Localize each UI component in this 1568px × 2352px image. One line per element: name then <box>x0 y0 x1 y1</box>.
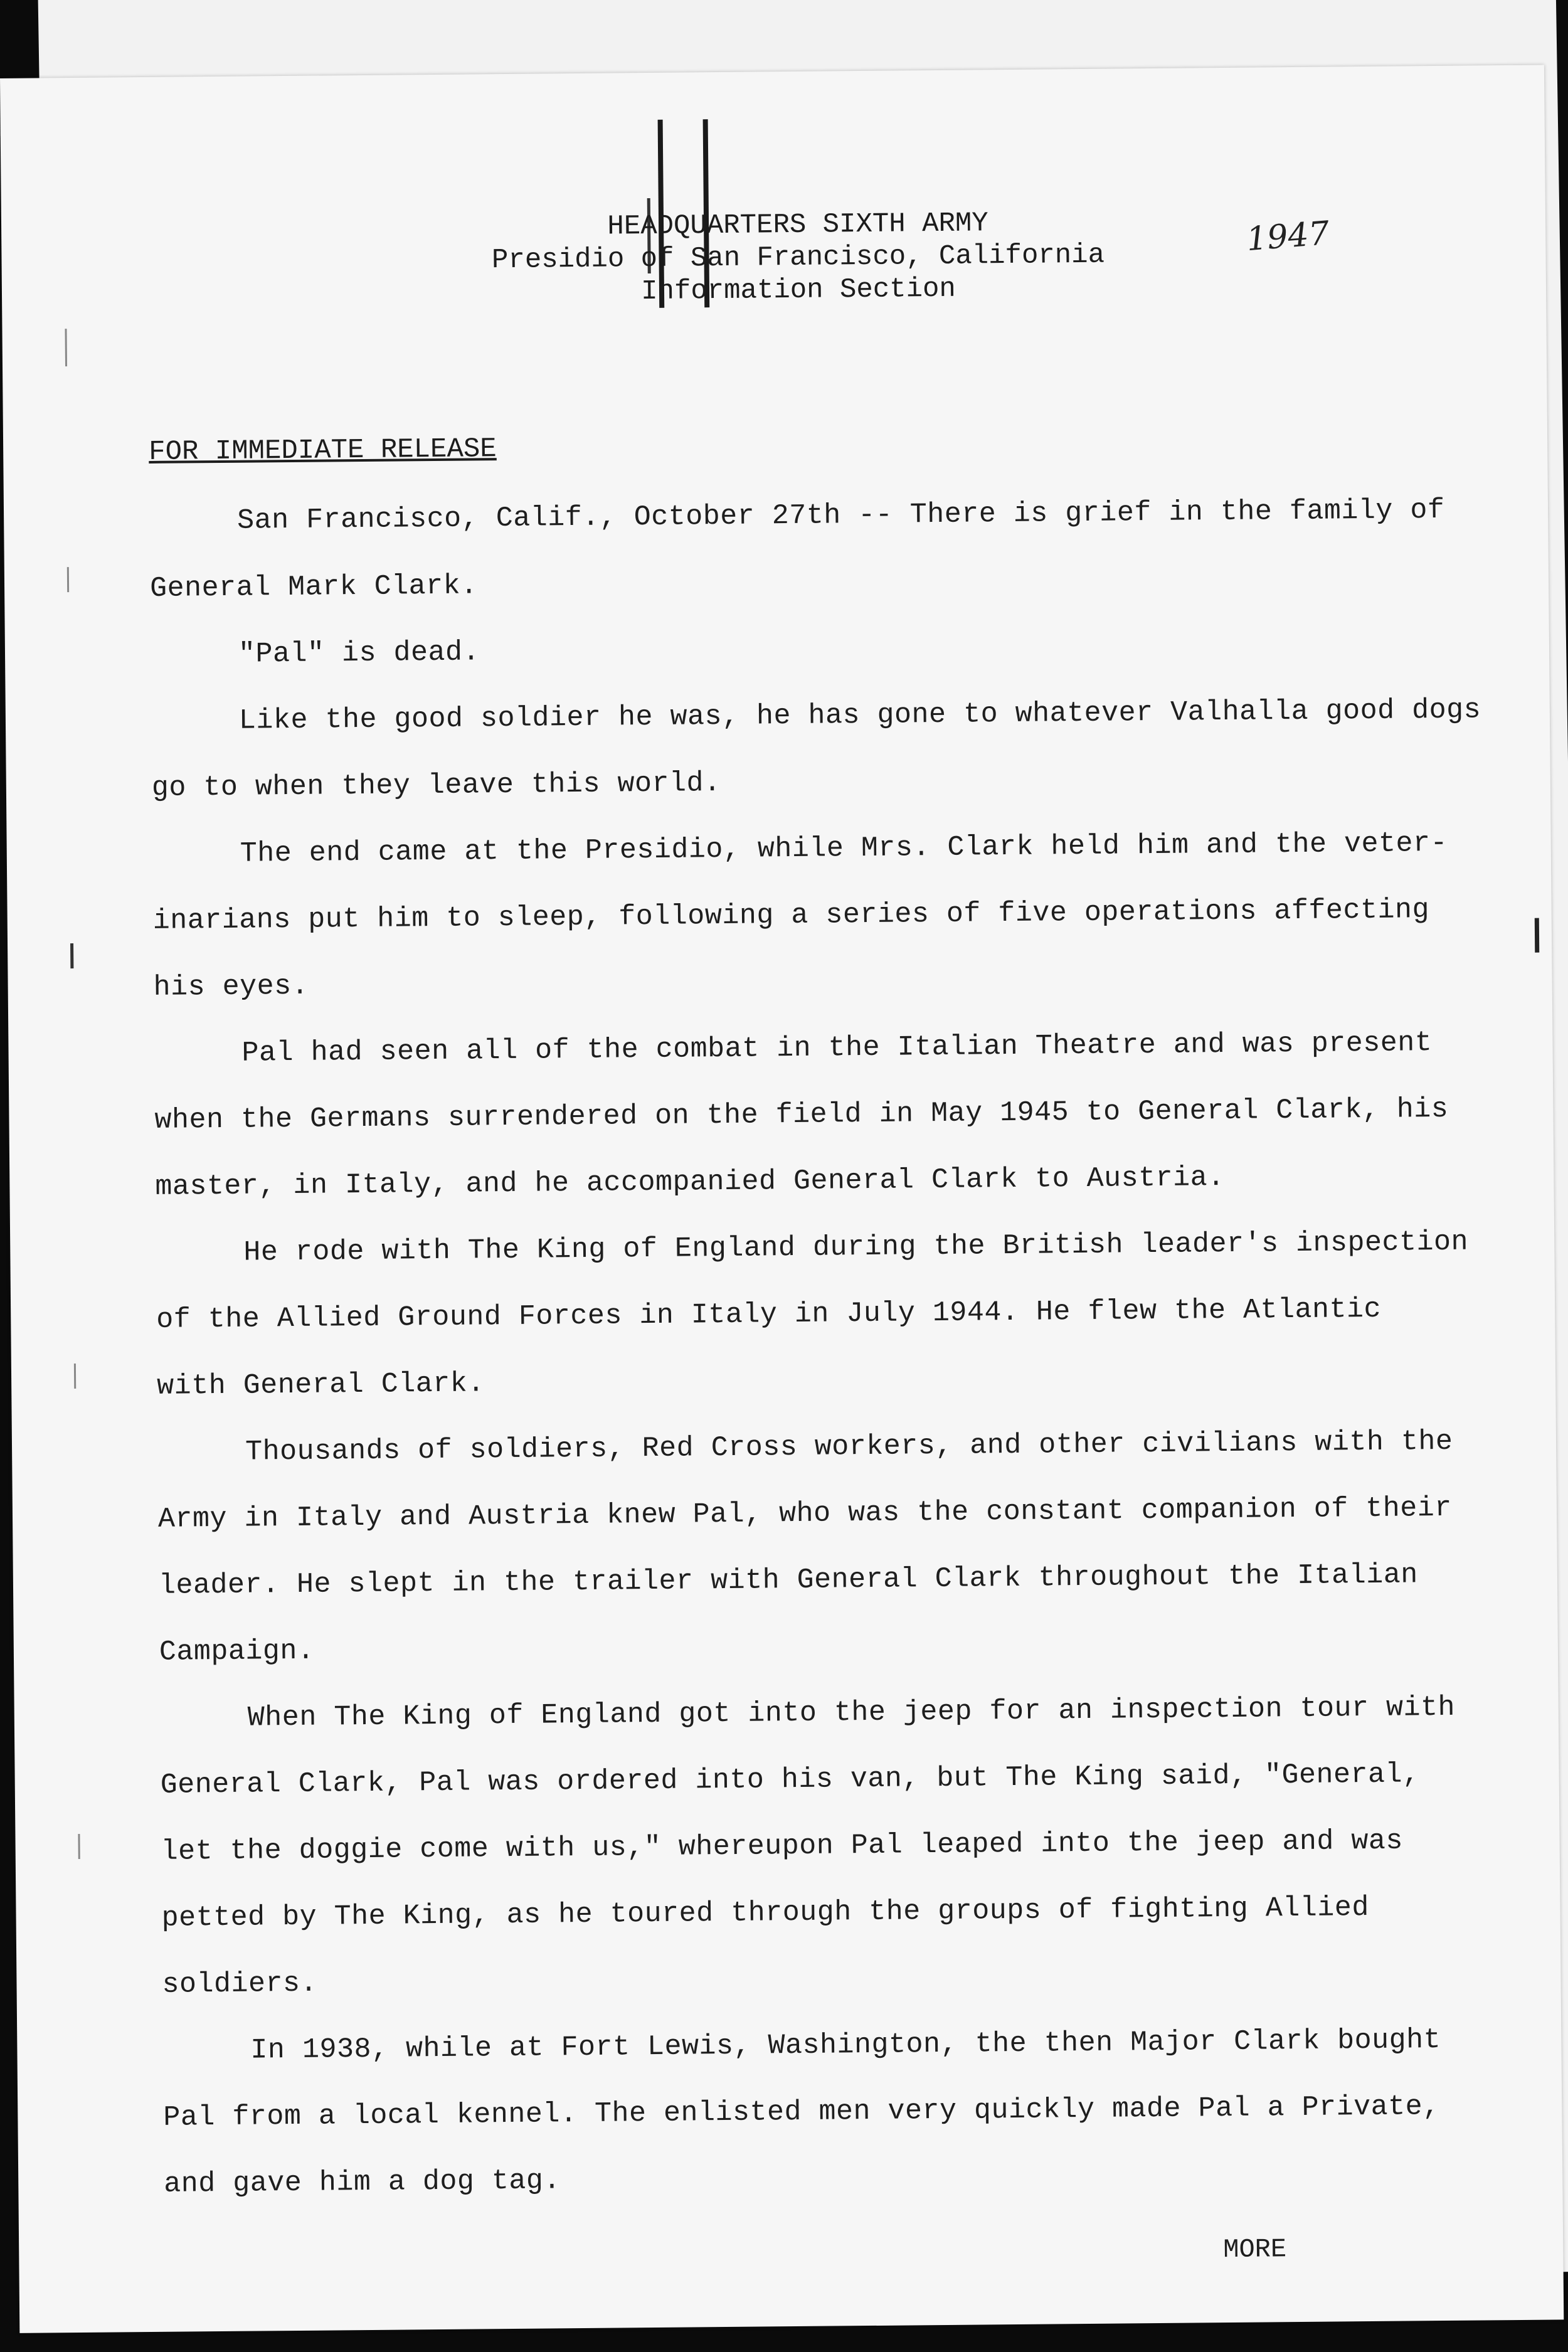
body-line: He rode with The King of England during the British leader's inspection <box>243 1226 1469 1269</box>
body-line: Pal had seen all of the combat in the Italian Theatre and was present <box>241 1027 1433 1069</box>
body-line: leader. He slept in the trailer with General Clark throughout the Italian <box>158 1559 1418 1602</box>
body-line: inarians put him to sleep, following a series of five operations affecting <box>152 894 1430 937</box>
margin-mark <box>74 1364 76 1389</box>
body-line: of the Allied Ground Forces in Italy in July 1944. He flew the Atlantic <box>156 1293 1382 1336</box>
margin-mark <box>78 1834 80 1859</box>
body-line: When The King of England got into the jeep for an inspection tour with <box>247 1691 1456 1734</box>
body-line: Thousands of soldiers, Red Cross workers, and other civilians with the <box>245 1425 1453 1468</box>
body-line: General Clark, Pal was ordered into his van, but The King said, "General, <box>160 1758 1420 1801</box>
margin-mark <box>67 567 69 592</box>
body-line: go to when they leave this world. <box>151 767 721 804</box>
header-location: Presidio of San Francisco, California <box>491 239 1105 277</box>
body-line: Pal from a local kennel. The enlisted men very quickly made Pal a Private, <box>163 2090 1440 2134</box>
body-line: and gave him a dog tag. <box>164 2164 561 2200</box>
release-label: FOR IMMEDIATE RELEASE <box>148 433 497 468</box>
body-line: with General Clark. <box>156 1367 485 1402</box>
header-organization: HEADQUARTERS SIXTH ARMY <box>607 208 988 243</box>
body-line: The end came at the Presidio, while Mrs. Clark held him and the veter- <box>240 827 1448 870</box>
body-line: master, in Italy, and he accompanied General Clark to Austria. <box>155 1162 1225 1203</box>
press-release-page <box>0 65 1564 2333</box>
body-line: "Pal" is dead. <box>238 636 480 670</box>
header-section: Information Section <box>640 273 956 308</box>
body-line: General Mark Clark. <box>149 569 478 605</box>
body-line: petted by The King, as he toured through the groups of fighting Allied <box>161 1892 1370 1934</box>
body-line: his eyes. <box>153 970 309 1004</box>
body-line: San Francisco, Calif., October 27th -- There is grief in the family of <box>236 494 1445 537</box>
body-line: soldiers. <box>162 1967 318 2001</box>
margin-mark <box>65 329 67 366</box>
body-line: let the doggie come with us," whereupon Pal leaped into the jeep and was <box>161 1825 1404 1868</box>
margin-mark <box>70 943 73 968</box>
body-line: In 1938, while at Fort Lewis, Washington, the then Major Clark bought <box>250 2024 1441 2067</box>
body-line: Like the good soldier he was, he has gone to whatever Valhalla good dogs <box>238 694 1481 737</box>
body-line: Campaign. <box>159 1634 315 1668</box>
margin-mark <box>1535 918 1539 953</box>
body-line: Army in Italy and Austria knew Pal, who was the constant companion of their <box>157 1491 1453 1535</box>
handwritten-year: 1947 <box>1245 214 1331 259</box>
body-line: when the Germans surrendered on the field in May 1945 to General Clark, his <box>154 1093 1449 1136</box>
continuation-marker: MORE <box>1223 2234 1287 2265</box>
